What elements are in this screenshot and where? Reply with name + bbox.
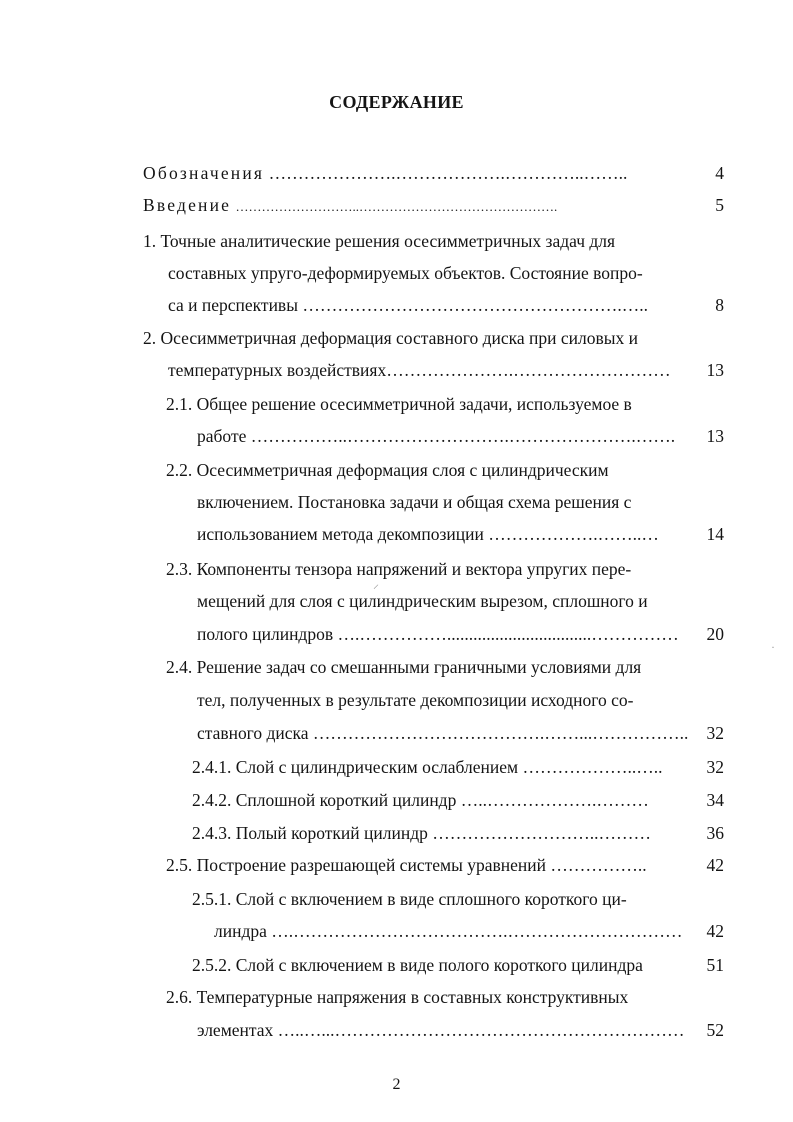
toc-entry-2-4-2: 2.4.2. Сплошной короткий цилиндр …..……………….………: [192, 790, 649, 810]
toc-page-number: 32: [706, 757, 724, 777]
toc-entry-2-2-line3: использованием метода декомпозиции ……………….……..…: [197, 524, 659, 544]
toc-entry-2-6-line2: элементах …..…...……………………………………………………: [197, 1020, 685, 1040]
toc-page-number: 42: [706, 855, 724, 875]
toc-entry-2-4-line3: ставного диска ………………………………….……...……………..: [197, 723, 689, 743]
toc-page-number: 13: [706, 426, 724, 446]
toc-page-number: 5: [715, 195, 724, 215]
toc-entry-2-3-line1: 2.3. Компоненты тензора напряжений и вектора упругих пере-: [166, 559, 632, 579]
toc-page-number: 8: [715, 295, 724, 315]
toc-page-number: 20: [706, 624, 724, 644]
toc-entry-2-1-line1: 2.1. Общее решение осесимметричной задачи, используемое в: [166, 394, 632, 414]
toc-entry-2-line2: температурных воздействиях………………….………………………: [168, 360, 671, 380]
toc-entry-2-4-line1: 2.4. Решение задач со смешанными граничными условиями для: [166, 657, 642, 677]
toc-leader: ………………………..……………………………………….: [235, 199, 558, 214]
toc-page-number: 42: [706, 921, 724, 941]
toc-entry-oboznacheniya: [143, 162, 627, 184]
toc-entry-1-line2: составных упруго-деформируемых объектов. Состояние вопро-: [168, 263, 643, 283]
toc-entry-2-6-line1: 2.6. Температурные напряжения в составных конструктивных: [166, 987, 629, 1007]
toc-leader: ………………….……………….…………..……..: [268, 163, 628, 183]
toc-page-number: 36: [706, 823, 724, 843]
toc-entry-2-5-1-line1: 2.5.1. Слой с включением в виде сплошного короткого ци-: [192, 889, 627, 909]
toc-entry-2-5-1-line2: линдра ….……………………………….…………………………: [214, 921, 683, 941]
scan-mark: ⸝: [373, 577, 380, 591]
toc-entry-2-3-line3: полого цилиндров ….…………….................................……………: [197, 624, 679, 644]
toc-entry-2-2-line2: включением. Постановка задачи и общая схема решения с: [197, 492, 632, 512]
toc-entry-vvedenie: [143, 194, 557, 218]
toc-page-number: 34: [706, 790, 724, 810]
toc-entry-2-4-3: 2.4.3. Полый короткий цилиндр ………………………..………: [192, 823, 651, 843]
toc-page-number: 52: [706, 1020, 724, 1040]
toc-entry-1-line1: 1. Точные аналитические решения осесимметричных задач для: [143, 231, 616, 251]
page-number: 2: [392, 1076, 401, 1093]
toc-entry-2-5-2: 2.5.2. Слой с включением в виде полого короткого цилиндра: [192, 955, 643, 975]
toc-page-number: 51: [706, 955, 724, 975]
toc-label: Обозначения: [143, 163, 265, 183]
toc-page-number: 13: [706, 360, 724, 380]
toc-entry-2-4-1: 2.4.1. Слой с цилиндрическим ослаблением ………………..…..: [192, 757, 663, 777]
toc-entry-2-2-line1: 2.2. Осесимметричная деформация слоя с цилиндрическим: [166, 460, 609, 480]
toc-entry-2-1-line2: работе ……………..……………………….………………….…….: [197, 426, 676, 446]
toc-entry-2-line1: 2. Осесимметричная деформация составного диска при силовых и: [143, 328, 639, 348]
page-title: СОДЕРЖАНИЕ: [329, 92, 464, 112]
toc-entry-2-4-line2: тел, полученных в результате декомпозиции исходного со-: [197, 690, 634, 710]
toc-entry-2-3-line2: мещений для слоя с цилиндрическим вырезом, сплошного и: [197, 591, 648, 611]
toc-page-number: 14: [706, 524, 724, 544]
toc-label: Введение: [143, 195, 232, 215]
toc-entry-2-5: 2.5. Построение разрешающей системы уравнений ……………..: [166, 855, 647, 875]
toc-page-number: 4: [715, 163, 724, 183]
toc-page-number: 32: [706, 723, 724, 743]
scan-mark: ·: [771, 640, 775, 654]
toc-entry-1-line3: са и перспективы ……………………………………………….…..: [168, 295, 648, 315]
